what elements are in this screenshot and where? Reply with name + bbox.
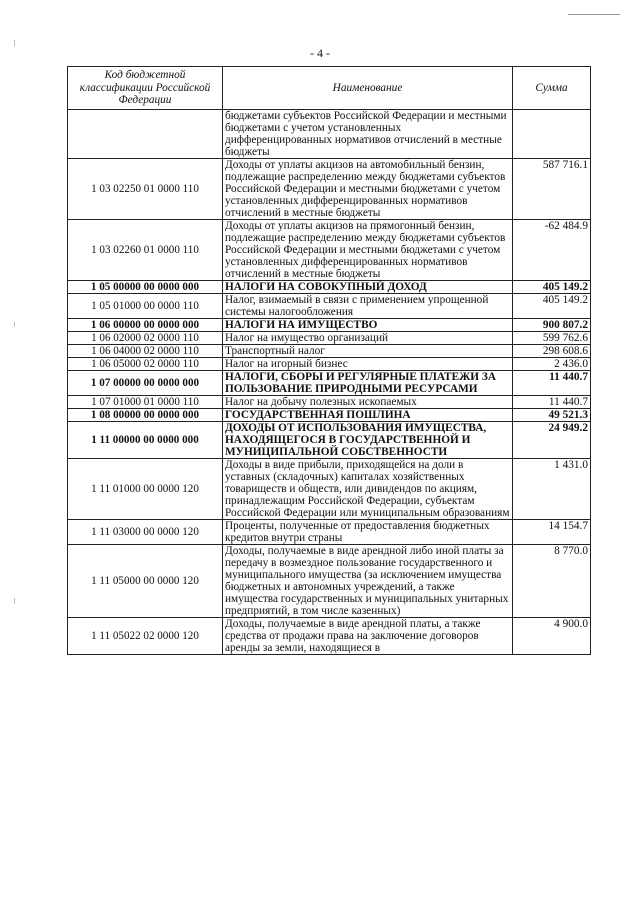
table-row-section [68,422,591,459]
row-code: 1 06 00000 00 0000 000 [68,319,223,332]
row-amount: 49 521.3 [513,409,591,422]
row-name: бюджетами субъектов Российской Федерации и местными бюджетами с учетом установленных дифференцированных нормативов отчислений в местные бюджеты [223,110,513,159]
row-code: 1 03 02260 01 0000 110 [68,220,223,281]
scan-edge-mark [568,14,620,15]
row-code: 1 05 00000 00 0000 000 [68,281,223,294]
row-code [68,110,223,159]
row-amount: -62 484.9 [513,220,591,281]
table-row [68,396,591,409]
row-code: 1 11 01000 00 0000 120 [68,459,223,520]
row-amount: 11 440.7 [513,371,591,396]
row-name: Налог на игорный бизнес [223,358,513,371]
row-code: 1 07 01000 01 0000 110 [68,396,223,409]
row-name: НАЛОГИ НА СОВОКУПНЫЙ ДОХОД [223,281,513,294]
table-row [68,459,591,520]
table-row [68,294,591,319]
table-row [68,110,591,159]
scan-edge-mark [14,598,15,604]
row-code: 1 06 02000 02 0000 110 [68,332,223,345]
row-name: Доходы, получаемые в виде арендной либо иной платы за передачу в возмездное пользование государственного и муниципального имущества (за исключением имущества бюджетных и автономных учреждений, а также имущества государственных и муниципальных унитарных предприятий, в том числе казенных) [223,545,513,618]
row-name: ГОСУДАРСТВЕННАЯ ПОШЛИНА [223,409,513,422]
header-name: Наименование [223,67,513,110]
row-code: 1 06 05000 02 0000 110 [68,358,223,371]
row-name: Доходы от уплаты акцизов на прямогонный бензин, подлежащие распределению между бюджетами субъектов Российской Федерации и местными бюджетами с учетом установленных дифференцированных нормативов отчислений в местные бюджеты [223,220,513,281]
row-code: 1 11 03000 00 0000 120 [68,520,223,545]
row-name: Налог, взимаемый в связи с применением упрощенной системы налогообложения [223,294,513,319]
table-row [68,220,591,281]
table-row [68,358,591,371]
row-name: Доходы в виде прибыли, приходящейся на доли в уставных (складочных) капиталах хозяйственных товариществ и обществ, или дивидендов по акциям, принадлежащим Российской Федерации, субъектам Российской Федерации или муниципальным образованиям [223,459,513,520]
row-amount [513,110,591,159]
page-number: - 4 - [310,46,330,60]
row-amount: 24 949.2 [513,422,591,459]
table-row [68,332,591,345]
row-code: 1 08 00000 00 0000 000 [68,409,223,422]
row-name: Транспортный налог [223,345,513,358]
row-amount: 4 900.0 [513,618,591,655]
table-header-row [68,67,591,110]
row-amount: 8 770.0 [513,545,591,618]
row-amount: 587 716.1 [513,159,591,220]
table-row-section [68,281,591,294]
row-code: 1 03 02250 01 0000 110 [68,159,223,220]
row-code: 1 07 00000 00 0000 000 [68,371,223,396]
scan-edge-mark [14,322,15,327]
header-code: Код бюджетной классификации Российской Федерации [68,67,223,110]
table-row [68,520,591,545]
table-row-section [68,319,591,332]
table-row-section [68,371,591,396]
row-name: НАЛОГИ НА ИМУЩЕСТВО [223,319,513,332]
row-name: Доходы, получаемые в виде арендной платы, а также средства от продажи права на заключение договоров аренды за земли, находящиеся в [223,618,513,655]
row-name: Доходы от уплаты акцизов на автомобильный бензин, подлежащие распределению между бюджетами субъектов Российской Федерации и местными бюджетами с учетом установленных дифференцированных нормативов отчислений в местные бюджеты [223,159,513,220]
row-name: ДОХОДЫ ОТ ИСПОЛЬЗОВАНИЯ ИМУЩЕСТВА, НАХОДЯЩЕГОСЯ В ГОСУДАРСТВЕННОЙ И МУНИЦИПАЛЬНОЙ СОБСТВЕННОСТИ [223,422,513,459]
row-code: 1 11 05000 00 0000 120 [68,545,223,618]
row-code: 1 11 00000 00 0000 000 [68,422,223,459]
row-amount: 405 149.2 [513,294,591,319]
row-amount: 405 149.2 [513,281,591,294]
row-amount: 298 608.6 [513,345,591,358]
table-row-section [68,409,591,422]
table-row [68,159,591,220]
row-code: 1 06 04000 02 0000 110 [68,345,223,358]
table-row [68,545,591,618]
row-amount: 11 440.7 [513,396,591,409]
row-amount: 599 762.6 [513,332,591,345]
row-code: 1 11 05022 02 0000 120 [68,618,223,655]
row-name: Налог на добычу полезных ископаемых [223,396,513,409]
header-amount: Сумма [513,67,591,110]
row-amount: 2 436.0 [513,358,591,371]
table-row [68,618,591,655]
row-name: Налог на имущество организаций [223,332,513,345]
row-amount: 900 807.2 [513,319,591,332]
row-name: Проценты, полученные от предоставления бюджетных кредитов внутри страны [223,520,513,545]
row-amount: 14 154.7 [513,520,591,545]
table-row [68,345,591,358]
row-name: НАЛОГИ, СБОРЫ И РЕГУЛЯРНЫЕ ПЛАТЕЖИ ЗА ПОЛЬЗОВАНИЕ ПРИРОДНЫМИ РЕСУРСАМИ [223,371,513,396]
row-amount: 1 431.0 [513,459,591,520]
row-code: 1 05 01000 00 0000 110 [68,294,223,319]
budget-revenue-table [67,66,591,655]
